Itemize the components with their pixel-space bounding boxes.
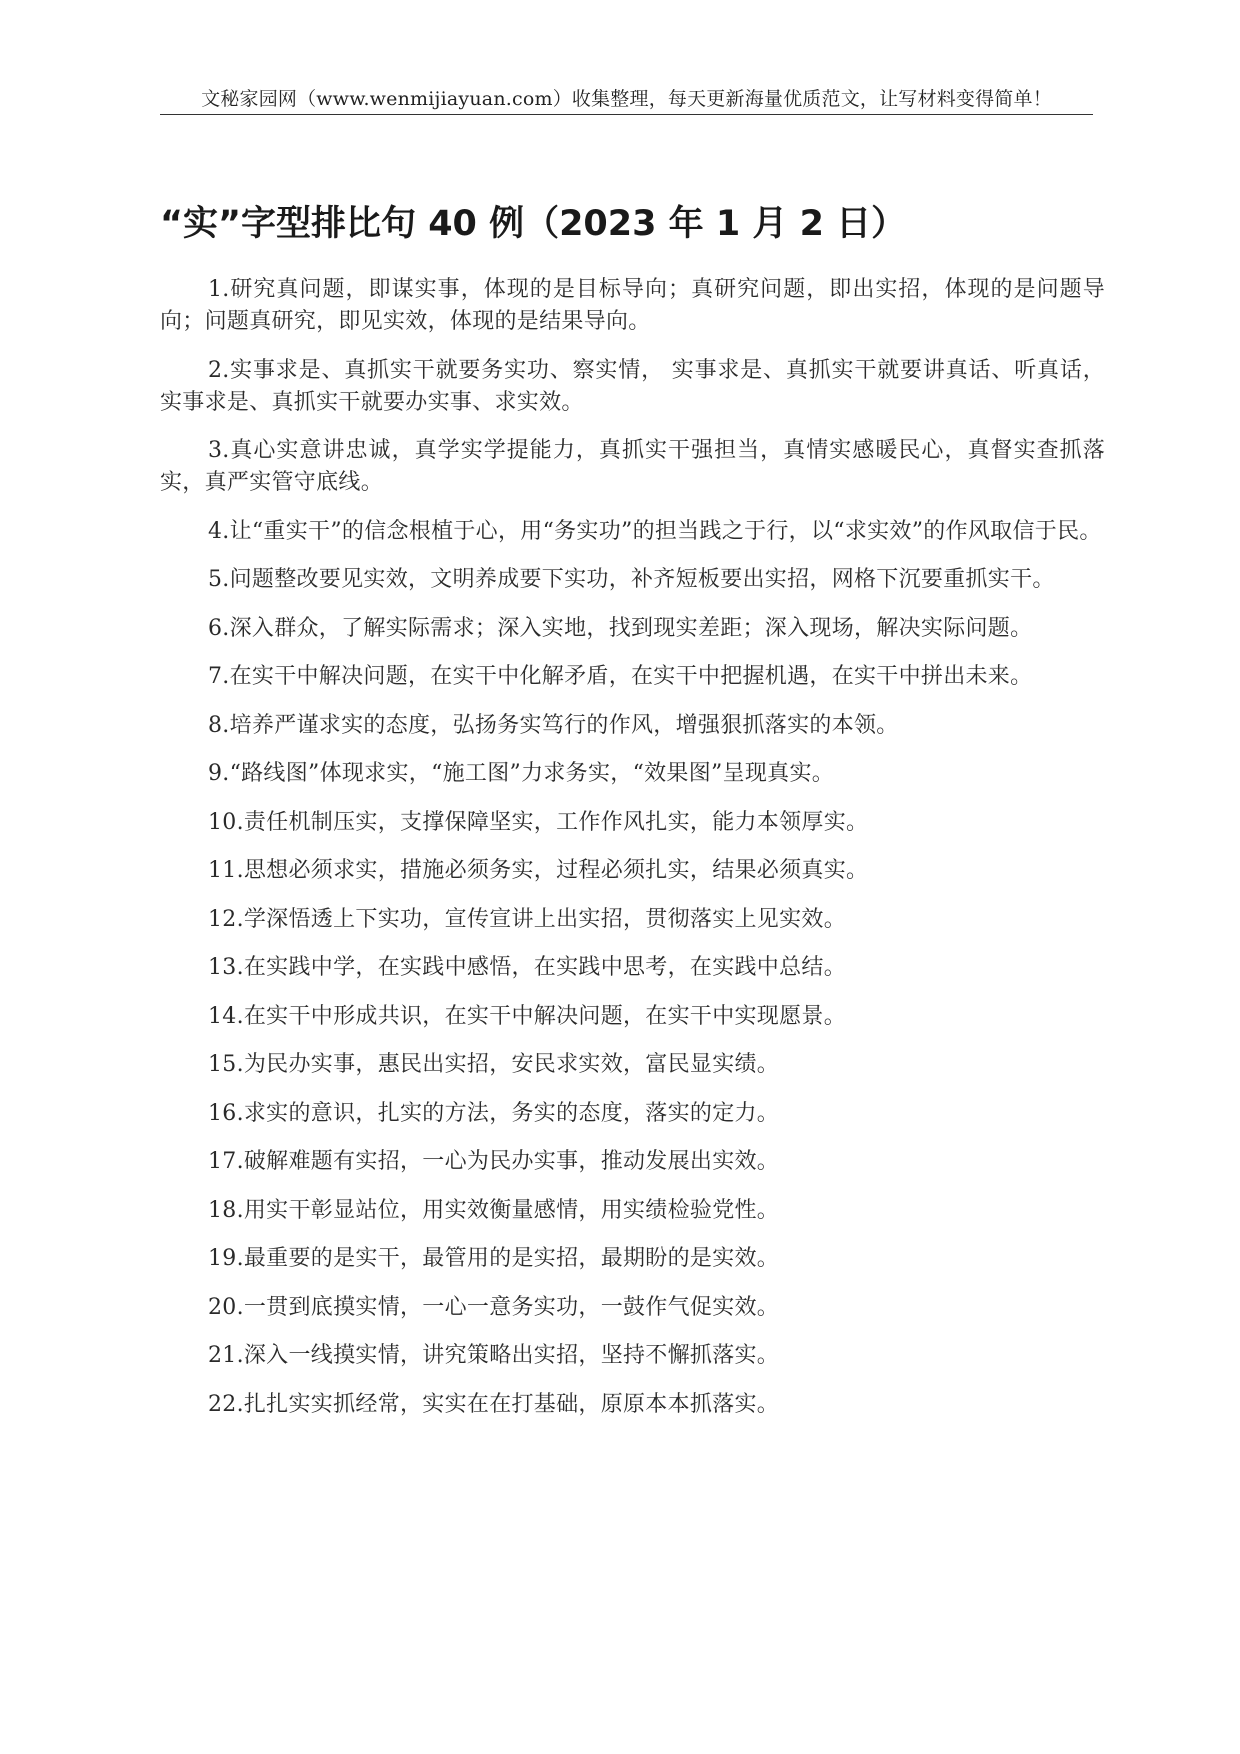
paragraph: 11.思想必须求实，措施必须务实，过程必须扎实，结果必须真实。 bbox=[208, 858, 869, 883]
paragraph: 20.一贯到底摸实情，一心一意务实功，一鼓作气促实效。 bbox=[208, 1294, 780, 1320]
paragraph: 15.为民办实事，惠民出实招，安民求实效，富民显实绩。 bbox=[208, 1052, 780, 1077]
paragraph: 6.深入群众，了解实际需求；深入实地，找到现实差距；深入现场，解决实际问题。 bbox=[208, 615, 1033, 641]
paragraph: 5.问题整改要见实效，文明养成要下实功，补齐短板要出实招，网格下沉要重抓实干。 bbox=[208, 567, 1055, 592]
page-header: 文秘家园网（www.wenmijiayuan.com）收集整理，每天更新海量优质范文，让写材料变得简单！ bbox=[160, 86, 1093, 115]
paragraph: 7.在实干中解决问题，在实干中化解矛盾，在实干中把握机遇，在实干中拼出未来。 bbox=[208, 664, 1033, 689]
paragraph: 9.“路线图”体现求实，“施工图”力求务实，“效果图”呈现真实。 bbox=[208, 761, 835, 786]
paragraph: 14.在实干中形成共识，在实干中解决问题，在实干中实现愿景。 bbox=[208, 1003, 846, 1029]
paragraph: 8.培养严谨求实的态度，弘扬务实笃行的作风，增强狠抓落实的本领。 bbox=[208, 712, 899, 738]
paragraph: 12.学深悟透上下实功，宣传宣讲上出实招，贯彻落实上见实效。 bbox=[208, 906, 846, 932]
paragraph: 18.用实干彰显站位，用实效衡量感情，用实绩检验党性。 bbox=[208, 1197, 780, 1223]
paragraph: 16.求实的意识，扎实的方法，务实的态度，落实的定力。 bbox=[208, 1100, 780, 1126]
document-body bbox=[160, 274, 1105, 1437]
paragraph: 2.实事求是、真抓实干就要务实功、察实情， 实事求是、真抓实干就要讲真话、听真话，实事求是、真抓实干就要办实事、求实效。 bbox=[160, 357, 1105, 415]
paragraph: 17.破解难题有实招，一心为民办实事，推动发展出实效。 bbox=[208, 1149, 780, 1174]
paragraph: 19.最重要的是实干，最管用的是实招，最期盼的是实效。 bbox=[208, 1246, 780, 1271]
paragraph: 4.让“重实干”的信念根植于心，用“务实功”的担当践之于行，以“求实效”的作风取信于民。 bbox=[208, 518, 1102, 544]
document-title: “实”字型排比句 40 例（2023 年 1 月 2 日） bbox=[160, 204, 907, 244]
paragraph: 1.研究真问题，即谋实事，体现的是目标导向；真研究问题，即出实招，体现的是问题导向；问题真研究，即见实效，体现的是结果导向。 bbox=[160, 277, 1105, 334]
paragraph: 22.扎扎实实抓经常，实实在在打基础，原原本本抓落实。 bbox=[208, 1391, 780, 1417]
paragraph: 21.深入一线摸实情，讲究策略出实招，坚持不懈抓落实。 bbox=[208, 1343, 780, 1368]
paragraph: 13.在实践中学，在实践中感悟，在实践中思考，在实践中总结。 bbox=[208, 955, 846, 980]
paragraph: 10.责任机制压实，支撑保障坚实，工作作风扎实，能力本领厚实。 bbox=[208, 809, 869, 835]
paragraph: 3.真心实意讲忠诚，真学实学提能力，真抓实干强担当，真情实感暖民心，真督实查抓落实，真严实管守底线。 bbox=[160, 438, 1105, 495]
